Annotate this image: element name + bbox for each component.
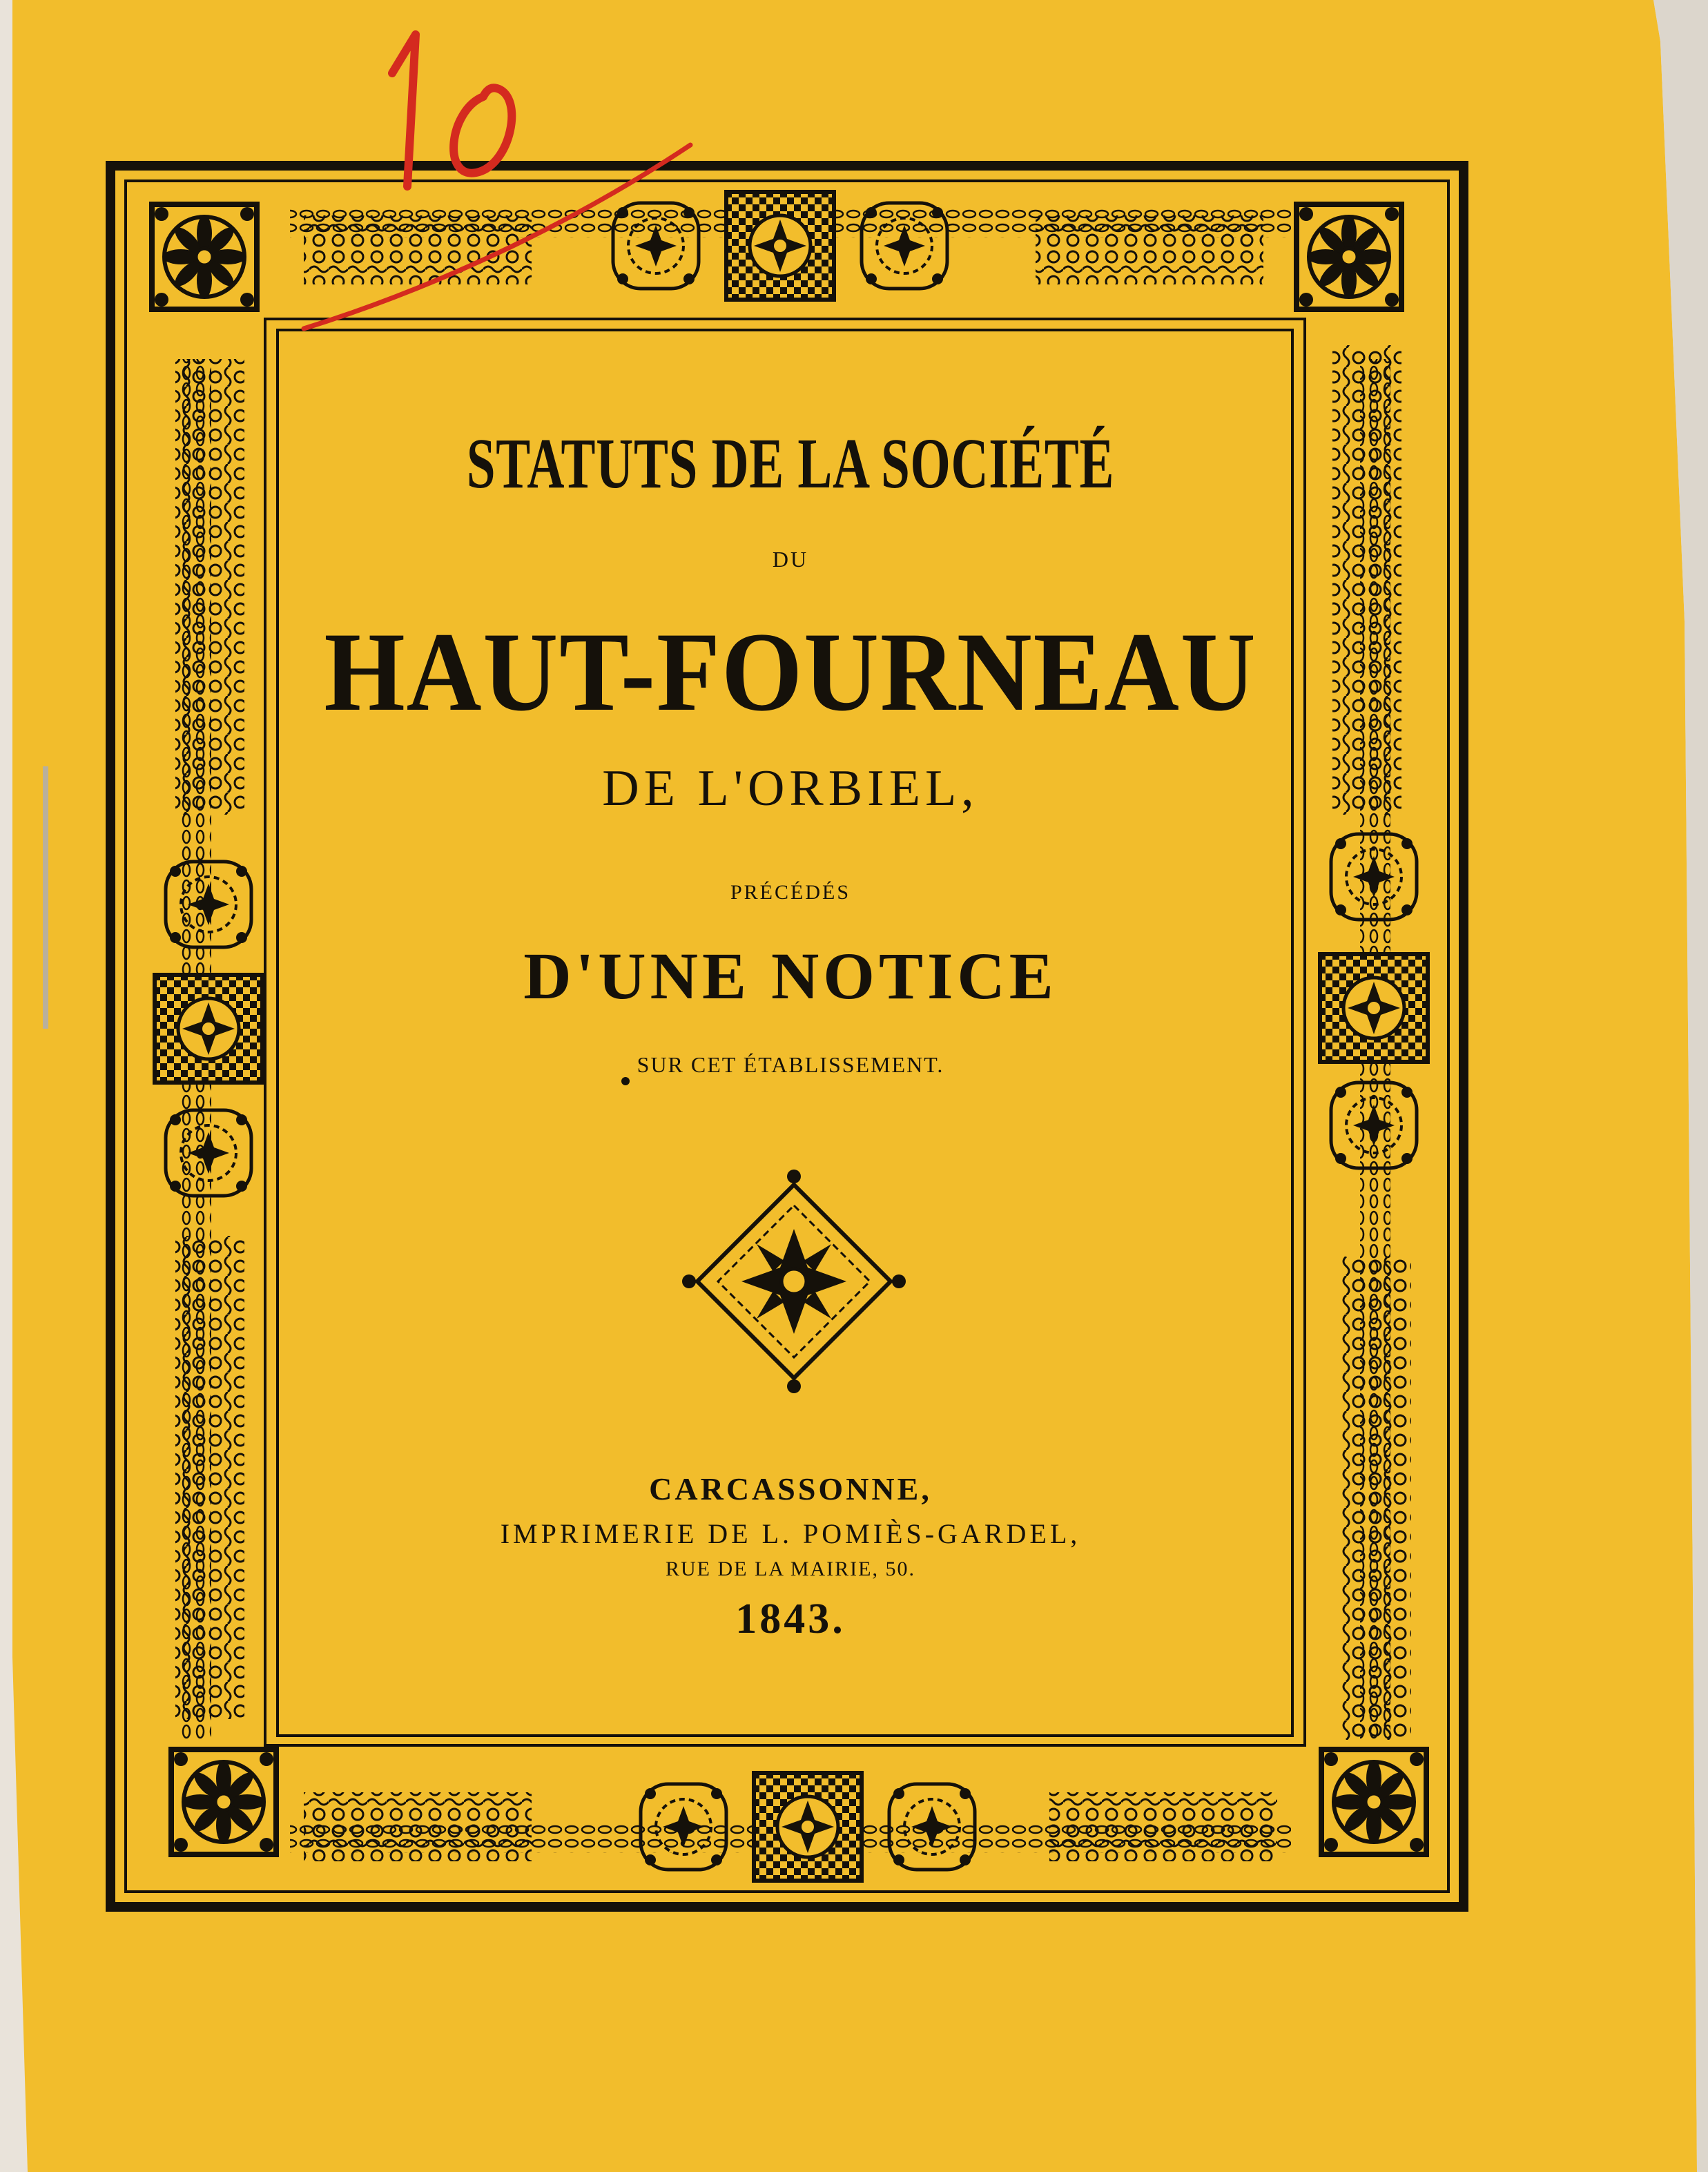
subtitle-etablissement: SUR CET ÉTABLISSEMENT. — [637, 1052, 944, 1077]
imprint-year: 1843. — [735, 1596, 846, 1642]
handwritten-number — [359, 7, 566, 214]
corner-rosette-bottom-right — [1319, 1747, 1429, 1857]
printed-dot — [621, 1077, 630, 1085]
title-statuts: STATUTS DE LA SOCIÉTÉ — [466, 424, 1115, 503]
imprint-printer: IMPRIMERIE DE L. POMIÈS-GARDEL, — [500, 1518, 1081, 1549]
corner-rosette-bottom-left — [168, 1747, 279, 1857]
subtitle-notice: D'UNE NOTICE — [523, 939, 1058, 1013]
title-haut-fourneau: HAUT-FOURNEAU — [324, 610, 1257, 735]
imprint-address: RUE DE LA MAIRIE, 50. — [666, 1558, 915, 1580]
subtitle-precedes: PRÉCÉDÉS — [730, 881, 851, 904]
imprint-city: CARCASSONNE, — [649, 1471, 932, 1506]
title-du: DU — [772, 547, 809, 572]
corner-rosette-top-left — [149, 202, 260, 312]
corner-rosette-top-right — [1294, 202, 1404, 312]
title-orbiel: DE L'ORBIEL, — [602, 760, 979, 817]
